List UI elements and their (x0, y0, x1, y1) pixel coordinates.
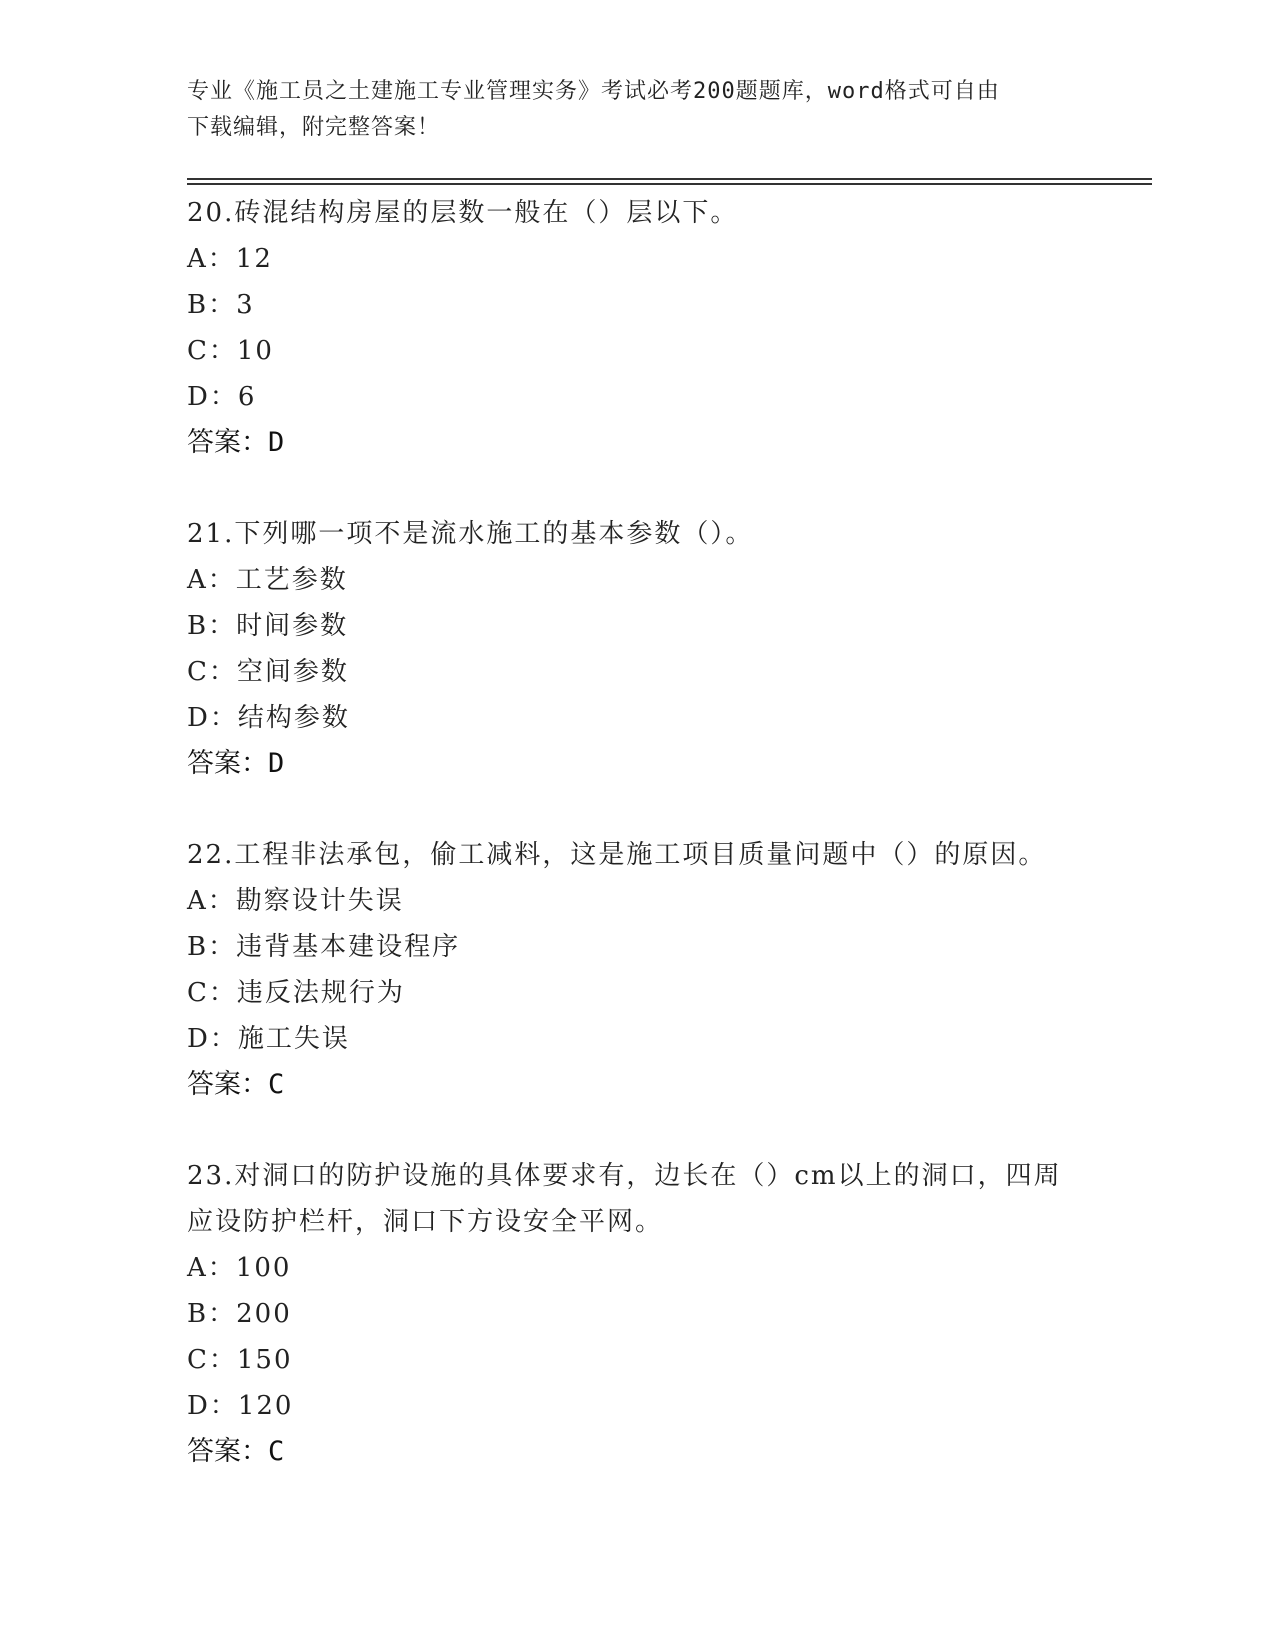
document-header (187, 74, 1077, 146)
option-c: C：150 (187, 1345, 293, 1375)
option-d: D：120 (187, 1391, 294, 1421)
header-line-1: 专业《施工员之土建施工专业管理实务》考试必考200题题库，word格式可自由 (187, 79, 1000, 104)
header-rule-top (187, 178, 1152, 180)
option-a: A：100 (187, 1253, 292, 1283)
option-b: B：时间参数 (187, 611, 349, 641)
question-20 (187, 190, 1087, 466)
option-a: A：勘察设计失误 (187, 886, 404, 916)
question-text: 20.砖混结构房屋的层数一般在（）层以下。 (187, 198, 739, 228)
option-d: D：6 (187, 382, 257, 412)
option-c: C：违反法规行为 (187, 978, 405, 1008)
option-b: B：违背基本建设程序 (187, 932, 461, 962)
option-b: B：200 (187, 1299, 292, 1329)
question-text-line-2: 应设防护栏杆，洞口下方设安全平网。 (187, 1207, 664, 1237)
question-text: 22.工程非法承包，偷工减料，这是施工项目质量问题中（）的原因。 (187, 840, 1047, 870)
question-23 (187, 1153, 1087, 1475)
question-22 (187, 832, 1087, 1108)
question-list (187, 190, 1087, 1520)
option-c: C：10 (187, 336, 274, 366)
question-text-line-1: 23.对洞口的防护设施的具体要求有，边长在（）cm以上的洞口，四周 (187, 1161, 1062, 1191)
answer-line: 答案：C (187, 1069, 285, 1100)
header-line-2: 下载编辑，附完整答案！ (187, 115, 441, 140)
option-d: D：结构参数 (187, 703, 350, 733)
question-text: 21.下列哪一项不是流水施工的基本参数（）。 (187, 519, 754, 549)
answer-line: 答案：D (187, 748, 285, 779)
option-d: D：施工失误 (187, 1024, 350, 1054)
option-c: C：空间参数 (187, 657, 349, 687)
question-21 (187, 511, 1087, 787)
option-a: A：12 (187, 244, 273, 274)
answer-line: 答案：C (187, 1436, 285, 1467)
answer-line: 答案：D (187, 427, 285, 458)
option-a: A：工艺参数 (187, 565, 348, 595)
header-rule-bottom (187, 183, 1152, 185)
option-b: B：3 (187, 290, 255, 320)
